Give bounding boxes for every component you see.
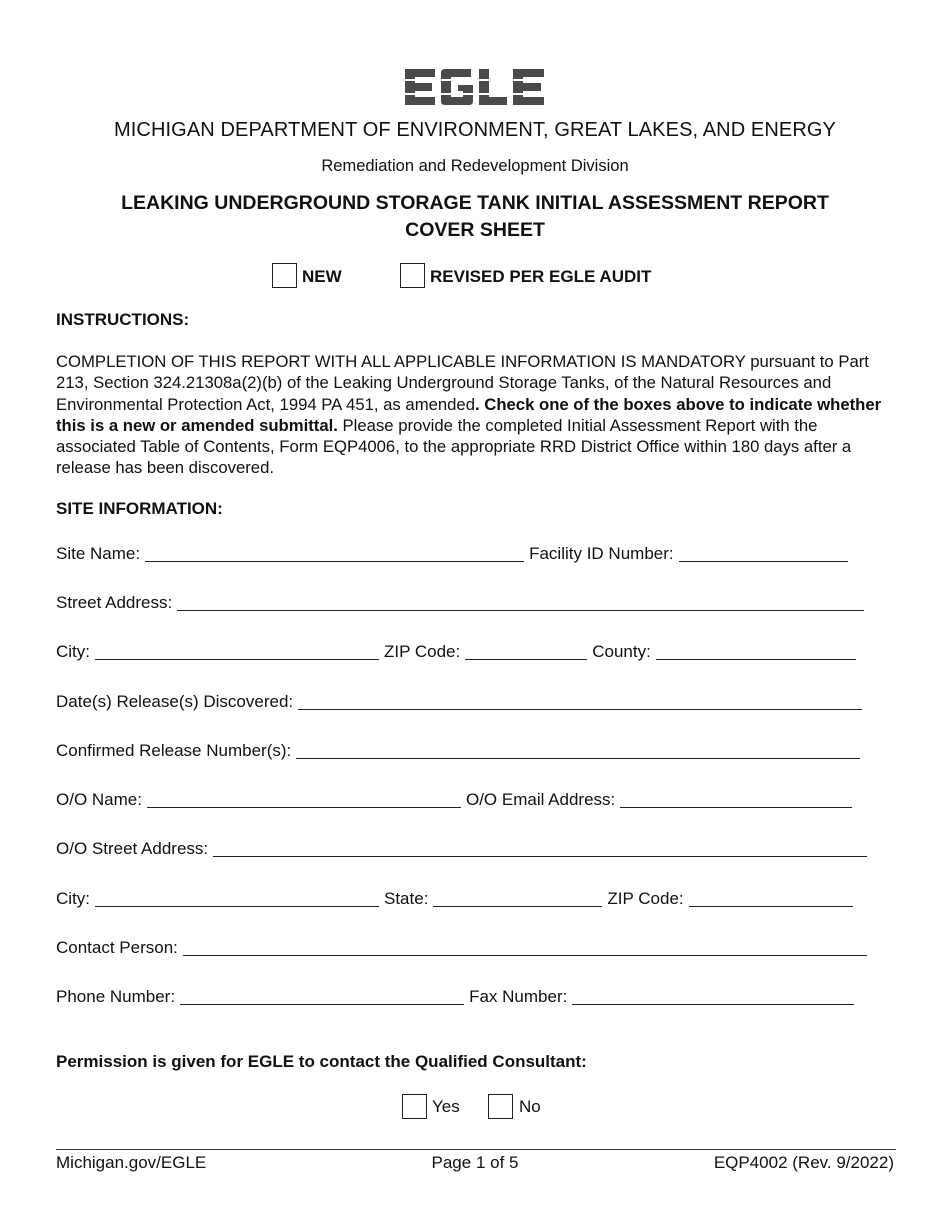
- street-address-field[interactable]: [177, 592, 864, 611]
- row-street-address: [56, 589, 896, 613]
- no-checkbox[interactable]: [488, 1094, 513, 1119]
- city2-field[interactable]: [95, 888, 379, 907]
- instructions-text-bold: . Check one of the boxes above to indicate whether this is a new or amended submittal.: [56, 394, 882, 435]
- city-label: City:: [56, 642, 90, 661]
- instructions-text: [56, 351, 901, 479]
- dates-discovered-label: Date(s) Release(s) Discovered:: [56, 692, 294, 711]
- facility-id-field[interactable]: [679, 543, 848, 562]
- yes-label: Yes: [432, 1097, 460, 1116]
- egle-logo-graphic: [403, 66, 547, 108]
- zip-code-field[interactable]: [465, 641, 587, 660]
- city2-label: City:: [56, 889, 90, 908]
- confirmed-release-field[interactable]: [296, 740, 860, 759]
- site-info-heading: SITE INFORMATION:: [56, 499, 223, 518]
- revised-label: REVISED PER EGLE AUDIT: [430, 267, 652, 286]
- egle-logo: [403, 66, 547, 108]
- revised-checkbox[interactable]: [400, 263, 425, 288]
- oo-street-label: O/O Street Address:: [56, 839, 209, 858]
- row-contact-person: [56, 934, 896, 958]
- contact-person-label: Contact Person:: [56, 938, 178, 957]
- footer-divider: [56, 1149, 896, 1150]
- division-name: Remediation and Redevelopment Division: [321, 157, 629, 175]
- phone-label: Phone Number:: [56, 987, 176, 1006]
- zip-code-label: ZIP Code:: [384, 642, 461, 661]
- row-phone-fax: [56, 983, 896, 1007]
- fax-field[interactable]: [572, 986, 854, 1005]
- row-confirmed-release: [56, 737, 896, 761]
- form-title-line1: LEAKING UNDERGROUND STORAGE TANK INITIAL ASSESSMENT REPORT: [121, 192, 829, 214]
- instructions-heading: INSTRUCTIONS:: [56, 310, 190, 329]
- state-field[interactable]: [433, 888, 602, 907]
- county-label: County:: [592, 642, 651, 661]
- form-title-line2: COVER SHEET: [405, 219, 545, 241]
- oo-email-label: O/O Email Address:: [465, 790, 616, 809]
- zip-code2-field[interactable]: [689, 888, 853, 907]
- facility-id-label: Facility ID Number:: [529, 544, 674, 563]
- oo-name-label: O/O Name:: [56, 790, 142, 809]
- zip-code2-label: ZIP Code:: [607, 889, 684, 908]
- no-label: No: [519, 1097, 541, 1116]
- state-label: State:: [384, 889, 429, 908]
- row-dates-discovered: [56, 688, 896, 712]
- oo-street-field[interactable]: [213, 838, 867, 857]
- new-label: NEW: [302, 267, 342, 286]
- phone-field[interactable]: [180, 986, 464, 1005]
- site-name-label: Site Name:: [56, 544, 141, 563]
- city-field[interactable]: [95, 641, 379, 660]
- oo-email-field[interactable]: [620, 789, 852, 808]
- footer-form-number: EQP4002 (Rev. 9/2022): [713, 1153, 894, 1172]
- row-oo-name-email: [56, 786, 896, 810]
- dates-discovered-field[interactable]: [298, 691, 862, 710]
- instructions-text-part1: COMPLETION OF THIS REPORT WITH ALL APPLICABLE INFORMATION IS MANDATORY pursuant to Part 213, Section 324.21308a(2)(b) of the Leaking Underground Storage Tanks, of the Natural Resources and Environmental Protection Act, 1994 PA 451, as amended: [56, 352, 869, 414]
- oo-name-field[interactable]: [147, 789, 461, 808]
- new-checkbox[interactable]: [272, 263, 297, 288]
- form-title: [0, 190, 950, 244]
- footer-page-number: Page 1 of 5: [431, 1153, 519, 1172]
- contact-person-field[interactable]: [183, 937, 867, 956]
- instructions-text-part2: Please provide the completed Initial Assessment Report with the associated Table of Contents, Form EQP4006, to the appropriate RRD District Office within 180 days after a release has been discovered.: [56, 415, 852, 478]
- street-address-label: Street Address:: [56, 593, 173, 612]
- county-field[interactable]: [656, 641, 856, 660]
- row-site-name: [56, 540, 896, 564]
- footer-website: Michigan.gov/EGLE: [56, 1153, 207, 1172]
- department-name: MICHIGAN DEPARTMENT OF ENVIRONMENT, GREAT LAKES, AND ENERGY: [114, 119, 836, 141]
- site-name-field[interactable]: [145, 543, 524, 562]
- yes-checkbox[interactable]: [402, 1094, 427, 1119]
- row-city-zip-county: [56, 638, 896, 662]
- fax-label: Fax Number:: [469, 987, 568, 1006]
- row-oo-street: [56, 835, 896, 859]
- confirmed-release-label: Confirmed Release Number(s):: [56, 741, 292, 760]
- row-city-state-zip: [56, 885, 896, 909]
- permission-text: Permission is given for EGLE to contact the Qualified Consultant:: [56, 1052, 587, 1071]
